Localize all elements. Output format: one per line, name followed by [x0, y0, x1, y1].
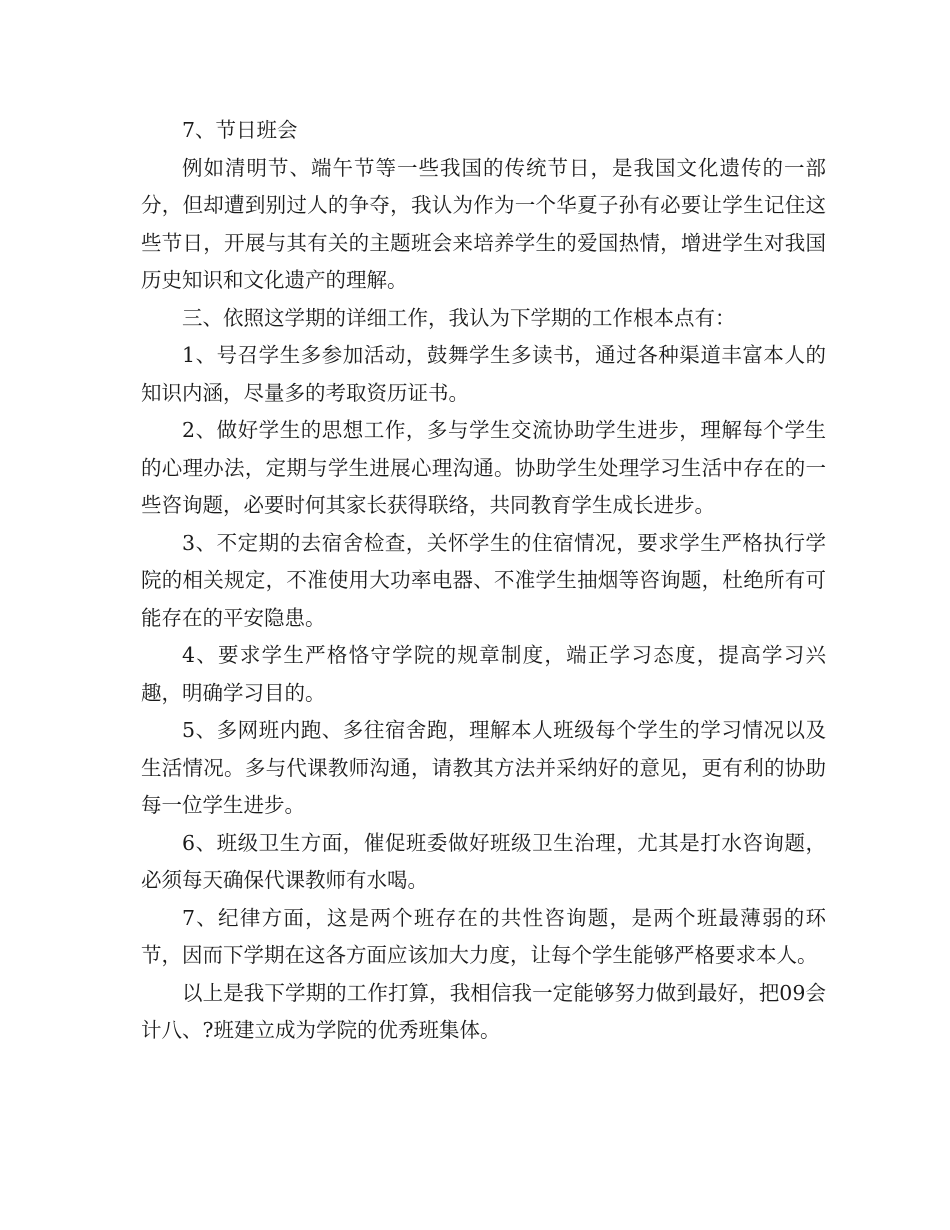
section-heading-next-term-points: 三、依照这学期的详细工作，我认为下学期的工作根本点有： — [182, 305, 736, 330]
list-item-4: 4、要求学生严格恪守学院的规章制度，端正学习态度，提高学习兴趣，明确学习目的。 — [141, 643, 826, 705]
document-body — [141, 112, 826, 1050]
list-item-7: 7、纪律方面，这是两个班存在的共性咨询题，是两个班最薄弱的环节，因而下学期在这各方面应该加大力度，让每个学生能够严格要求本人。 — [141, 905, 826, 967]
closing-paragraph: 以上是我下学期的工作打算，我相信我一定能够努力做到最好，把09会计八、?班建立成为学院的优秀班集体。 — [141, 980, 826, 1042]
paragraph-holiday-meeting: 例如清明节、端午节等一些我国的传统节日，是我国文化遗传的一部分，但却遭到别过人的争夺，我认为作为一个华夏子孙有必要让学生记住这些节日，开展与其有关的主题班会来培养学生的爱国热情，增进学生对我国历史知识和文化遗产的理解。 — [141, 155, 826, 292]
list-item-1: 1、号召学生多参加活动，鼓舞学生多读书，通过各种渠道丰富本人的知识内涵，尽量多的考取资历证书。 — [141, 343, 826, 405]
list-item-6: 6、班级卫生方面，催促班委做好班级卫生治理，尤其是打水咨询题，必须每天确保代课教师有水喝。 — [141, 830, 826, 892]
list-item-3: 3、不定期的去宿舍检查，关怀学生的住宿情况，要求学生严格执行学院的相关规定，不准使用大功率电器、不准学生抽烟等咨询题，杜绝所有可能存在的平安隐患。 — [141, 530, 826, 630]
list-item-5: 5、多网班内跑、多往宿舍跑，理解本人班级每个学生的学习情况以及生活情况。多与代课教师沟通，请教其方法并采纳好的意见，更有利的协助每一位学生进步。 — [141, 718, 826, 817]
list-item-2: 2、做好学生的思想工作，多与学生交流协助学生进步，理解每个学生的心理办法，定期与学生进展心理沟通。协助学生处理学习生活中存在的一些咨询题，必要时何其家长获得联络，共同教育学生成长进步。 — [141, 418, 826, 517]
section-heading-holiday-meeting: 7、节日班会 — [182, 118, 298, 142]
